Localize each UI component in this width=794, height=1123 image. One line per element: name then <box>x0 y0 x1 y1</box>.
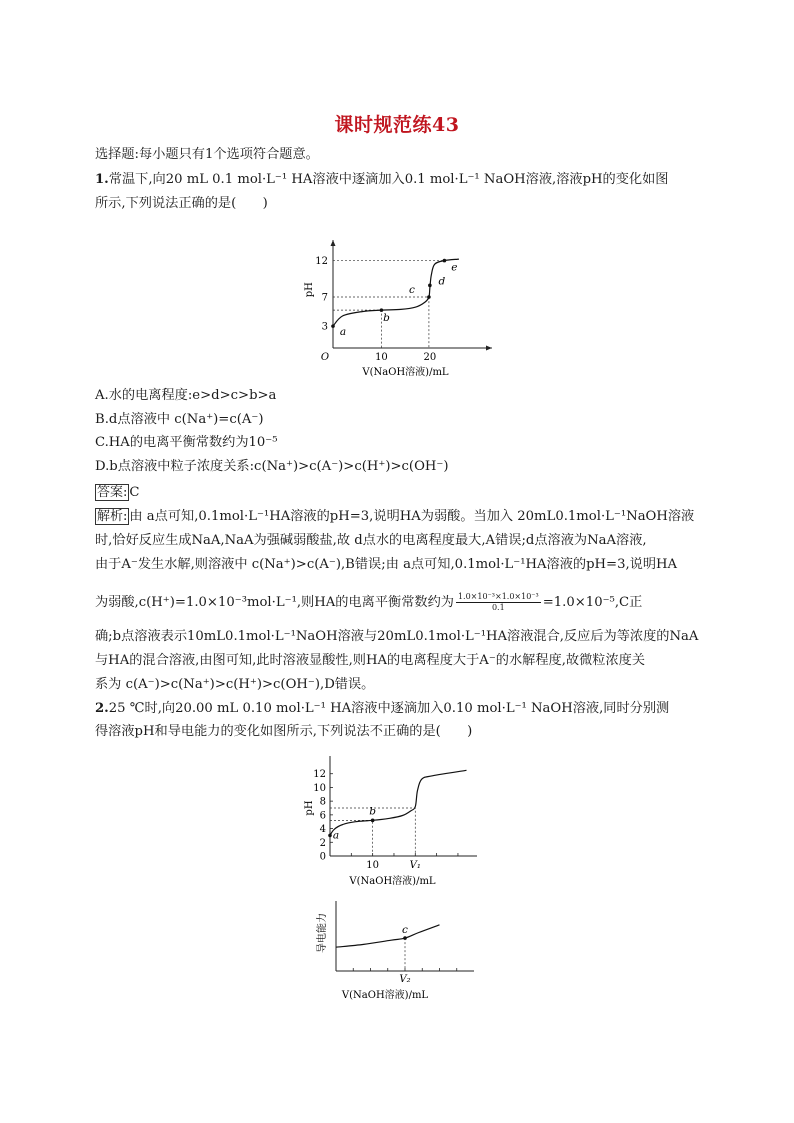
analysis-label: 解析: <box>97 509 128 524</box>
q2-ph-chart <box>300 752 480 887</box>
guide-c <box>333 297 429 348</box>
q2-stem-1: 25 ℃时,向20.00 mL 0.10 mol·L⁻¹ HA溶液中逐滴加入0.10 mol·L⁻¹ NaOH溶液,同时分别测 <box>108 701 670 716</box>
q1-analysis-line-4 <box>95 592 705 613</box>
answer-value: C <box>129 485 140 500</box>
q1-stem-1: 常温下,向20 mL 0.1 mol·L⁻¹ HA溶液中逐滴加入0.1 mol·L⁻¹ NaOH溶液,溶液pH的变化如图 <box>108 172 669 187</box>
x-tick-label: V₁ <box>409 860 421 871</box>
x-axis-label: V(NaOH溶液)/mL <box>341 990 429 1001</box>
analysis-text-4b: =1.0×10⁻⁵,C正 <box>542 595 643 610</box>
y-axis-label: 导电能力 <box>317 913 328 953</box>
q2-number: 2. <box>95 701 109 716</box>
q2-stem-line-1 <box>95 700 705 718</box>
origin-label: 0 <box>319 851 326 863</box>
point-c <box>403 936 407 940</box>
answer-label: 答案: <box>97 485 128 500</box>
y-tick-label: 12 <box>315 256 328 268</box>
page-title: 课时规范练43 <box>334 114 460 136</box>
point-label-e: e <box>451 261 458 274</box>
point-label-d: d <box>438 275 446 288</box>
y-tick-label: 7 <box>321 292 328 304</box>
y-axis-arrow <box>331 240 336 246</box>
q1-answer <box>95 484 705 502</box>
x-axis-arrow <box>486 346 492 351</box>
q1-stem-line-1 <box>95 171 705 189</box>
x-tick-label: 10 <box>375 352 388 363</box>
q2-stem-2: 得溶液pH和导电能力的变化如图所示,下列说法不正确的是( ) <box>95 724 473 739</box>
point-b <box>371 819 375 823</box>
x-axis-label: V(NaOH溶液)/mL <box>362 367 449 378</box>
analysis-text-7: 系为 c(A⁻)>c(Na⁺)>c(H⁺)>c(OH⁻),D错误。 <box>95 677 375 692</box>
y-tick-label: 2 <box>319 837 326 849</box>
x-tick-label: V₂ <box>399 974 411 985</box>
q1-ph-chart <box>300 240 500 380</box>
q1-option-d: D.b点溶液中粒子浓度关系:c(Na⁺)>c(A⁻)>c(H⁺)>c(OH⁻) <box>95 459 449 474</box>
point-label-a: a <box>339 326 347 339</box>
q1-stem-2: 所示,下列说法正确的是( ) <box>95 196 268 211</box>
q1-option-b: B.d点溶液中 c(Na⁺)=c(A⁻) <box>95 412 264 427</box>
ph-curve <box>330 770 467 835</box>
point-e <box>443 259 447 263</box>
q1-option-a: A.水的电离程度:e>d>c>b>a <box>95 388 277 403</box>
y-tick-label: 4 <box>319 824 326 836</box>
y-tick-label: 10 <box>313 782 326 794</box>
q2-conductivity-chart <box>300 893 480 1005</box>
fraction-numerator: 1.0×10⁻³×1.0×10⁻³ <box>457 592 539 601</box>
x-axis-label: V(NaOH溶液)/mL <box>349 876 436 887</box>
x-tick-label: 20 <box>423 352 437 363</box>
point-label-b: b <box>383 312 390 325</box>
point-label-c: c <box>408 284 415 296</box>
ph-curve <box>333 259 459 326</box>
analysis-text-6: 与HA的混合溶液,由图可知,此时溶液显酸性,则HA的电离程度大于A⁻的水解程度,故微粒浓度关 <box>95 653 646 668</box>
y-tick-label: 8 <box>319 796 326 808</box>
origin-label: O <box>320 352 330 363</box>
point-a <box>331 324 335 328</box>
analysis-text-2: 时,恰好反应生成NaA,NaA为强碱弱酸盐,故 d点水的电离程度最大,A错误;d点溶液为NaA溶液, <box>95 533 647 548</box>
point-a <box>328 834 332 838</box>
intro-text: 选择题:每小题只有1个选项符合题意。 <box>95 147 319 162</box>
y-axis-label: pH <box>304 282 315 298</box>
q1-option-c: C.HA的电离平衡常数约为10⁻⁵ <box>95 435 278 450</box>
analysis-text-5: 确;b点溶液表示10mL0.1mol·L⁻¹NaOH溶液与20mL0.1mol·L⁻¹HA溶液混合,反应后为等浓度的NaA <box>95 629 699 644</box>
analysis-text-1: 由 a点可知,0.1mol·L⁻¹HA溶液的pH=3,说明HA为弱酸。当加入 20mL0.1mol·L⁻¹NaOH溶液 <box>129 509 695 524</box>
point-c <box>427 295 431 299</box>
y-axis-label: pH <box>304 800 315 816</box>
point-label-b: b <box>369 805 377 818</box>
ka-fraction <box>456 592 541 613</box>
point-label-c: c <box>402 924 408 937</box>
point-d <box>428 284 432 288</box>
point-label-a: a <box>332 829 340 842</box>
fraction-denominator: 0.1 <box>491 603 505 612</box>
analysis-text-3: 由于A⁻发生水解,则溶液中 c(Na⁺)>c(A⁻),B错误;由 a点可知,0.1mol·L⁻¹HA溶液的pH=3,说明HA <box>95 557 678 572</box>
conductivity-curve <box>336 925 440 947</box>
q1-analysis-line-1 <box>95 508 705 526</box>
y-tick-label: 6 <box>319 810 326 822</box>
y-tick-label: 3 <box>321 321 328 333</box>
analysis-text-4a: 为弱酸,c(H⁺)=1.0×10⁻³mol·L⁻¹,则HA的电离平衡常数约为 <box>95 595 454 610</box>
y-tick-label: 12 <box>313 769 326 781</box>
q1-number: 1. <box>95 172 109 187</box>
x-tick-label: 10 <box>366 860 380 871</box>
